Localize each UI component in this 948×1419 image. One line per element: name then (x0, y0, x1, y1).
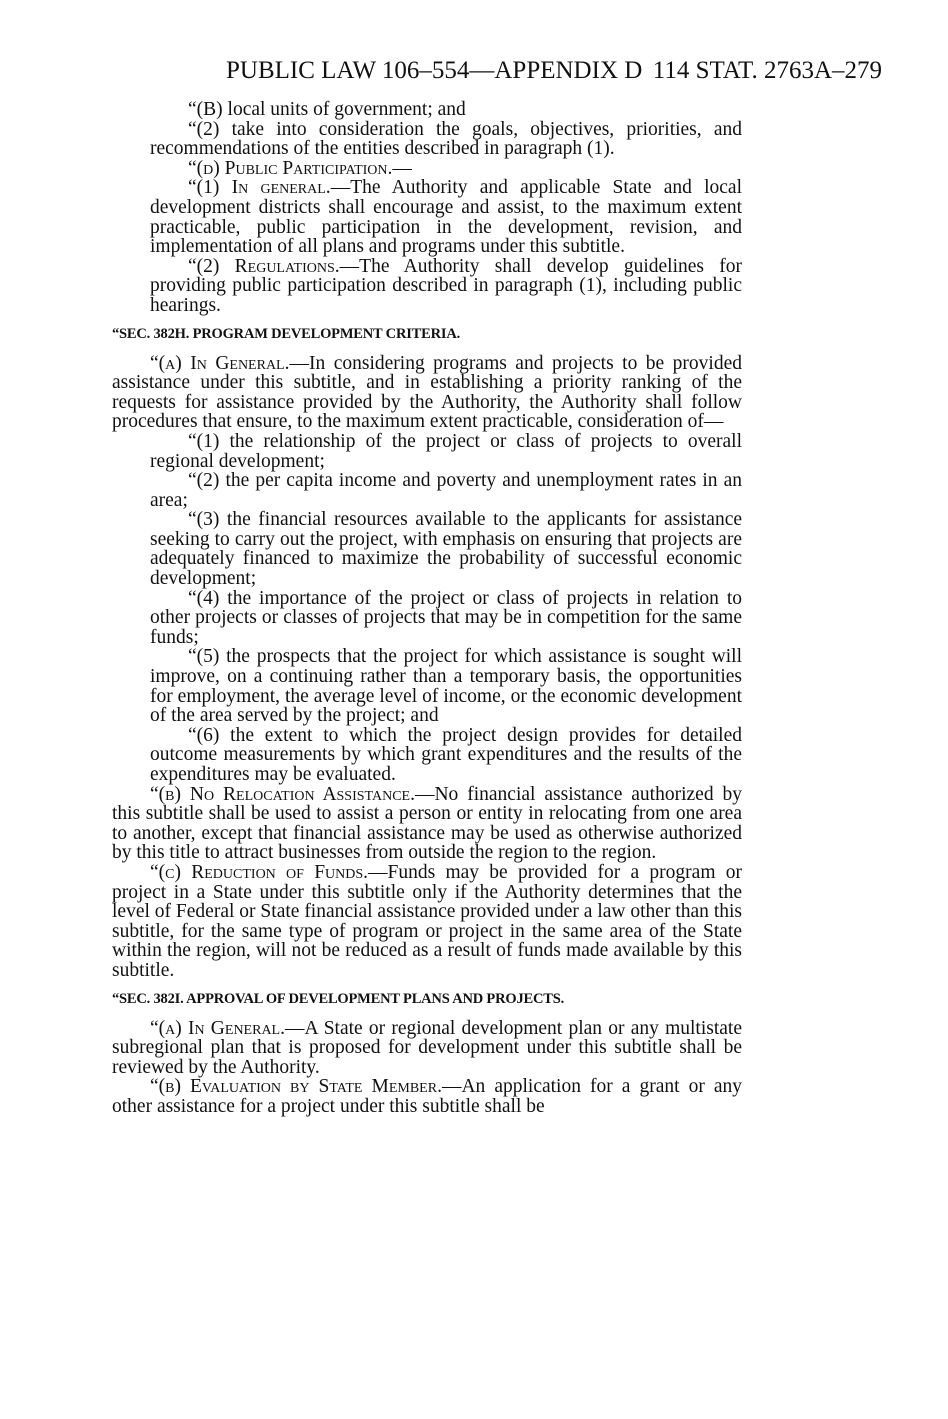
section-382h-heading: “SEC. 382H. PROGRAM DEVELOPMENT CRITERIA. (112, 325, 461, 342)
paragraph-c-reduction-of-funds: “(c) Reduction of Funds.—Funds may be provided for a program or project in a State under this subtitle only if the Authority determines that the level of Federal or State financial assistance provided under a law other than this subtitle, for the same type of program or project in the same area of the State within the region, will not be reduced as a result of funds made available by this subtitle. (112, 861, 742, 981)
paragraph-2-consideration: “(2) take into consideration the goals, objectives, priorities, and recommendations of the entities described in paragraph (1). (150, 118, 742, 160)
document-body (112, 100, 742, 1117)
criterion-4: “(4) the importance of the project or class of projects in relation to other projects or classes of projects that may be in competition for the same funds; (150, 587, 742, 648)
paragraph-1-in-general: “(1) In general.—The Authority and applicable State and local development districts shall encourage and assist, to the maximum extent practicable, public participation in the development, revision, and implementation of all plans and programs under this subtitle. (150, 177, 743, 258)
criterion-3: “(3) the financial resources available to the applicants for assistance seeking to carry out the project, with emphasis on ensuring that projects are adequately financed to maximize the probability of successful economic development; (150, 509, 742, 590)
paragraph-b-evaluation-by-state-member: “(b) Evaluation by State Member.—An application for a grant or any other assistance for a project under this subtitle shall be (112, 1076, 743, 1117)
paragraph-b-local-units: “(B) local units of government; and (188, 99, 466, 120)
paragraph-2-regulations: “(2) Regulations.—The Authority shall develop guidelines for providing public participation described in paragraph (1), including public hearings. (150, 255, 742, 316)
heading-d-public-participation: “(d) Public Participation.— (188, 157, 412, 179)
criterion-6: “(6) the extent to which the project design provides for detailed outcome measurements by which grant expenditures and the results of the expenditures may be evaluated. (150, 724, 742, 785)
statute-citation: 114 STAT. 2763A–279 (652, 57, 882, 84)
criterion-1: “(1) the relationship of the project or class of projects to overall regional development; (150, 430, 742, 472)
criterion-5: “(5) the prospects that the project for which assistance is sought will improve, on a continuing rather than a temporary basis, the opportunities for employment, the average level of income, or the economic development of the area served by the project; and (150, 646, 742, 727)
paragraph-a-in-general-382h: “(a) In General.—In considering programs and projects to be provided assistance under this subtitle, and in establishing a priority ranking of the requests for assistance provided by the Authority, the Authority shall follow procedures that ensure, to the maximum extent practicable, consideration of— (112, 352, 742, 433)
law-title: PUBLIC LAW 106–554—APPENDIX D (226, 57, 643, 84)
paragraph-a-in-general-382i: “(a) In General.—A State or regional development plan or any multistate subregional plan that is proposed for development under this subtitle shall be reviewed by the Authority. (112, 1017, 742, 1078)
paragraph-b-no-relocation: “(b) No Relocation Assistance.—No financial assistance authorized by this subtitle shall be used to assist a person or entity in relocating from one area to another, except that financial assistance may be used as otherwise authorized by this title to attract businesses from outside the region to the region. (112, 783, 743, 864)
section-382i-heading: “SEC. 382I. APPROVAL OF DEVELOPMENT PLANS AND PROJECTS. (112, 990, 564, 1007)
criterion-2: “(2) the per capita income and poverty and unemployment rates in an area; (150, 470, 742, 511)
